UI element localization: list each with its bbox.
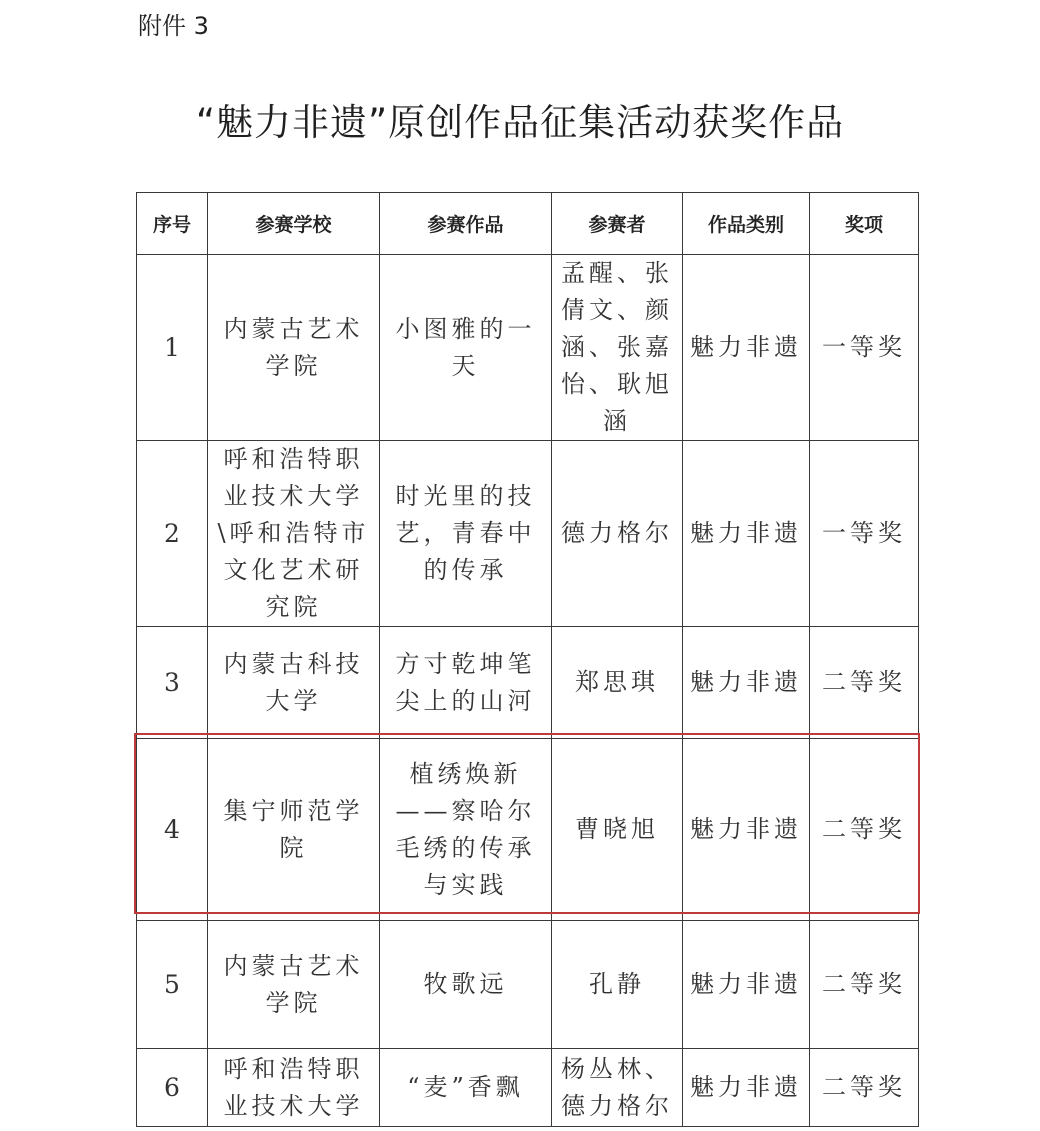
work-cell: 时光里的技艺，青春中的传承: [380, 441, 552, 627]
award-cell: 一等奖: [810, 441, 919, 627]
row-number: 4: [137, 739, 208, 921]
award-cell: 一等奖: [810, 255, 919, 441]
category-cell: 魅力非遗: [683, 921, 810, 1049]
page-title: “魅力非遗”原创作品征集活动获奖作品: [195, 101, 845, 144]
table-row: [137, 441, 919, 627]
work-cell: 方寸乾坤笔尖上的山河: [380, 627, 552, 739]
school-cell: 集宁师范学院: [208, 739, 380, 921]
work-cell: 牧歌远: [380, 921, 552, 1049]
category-cell: 魅力非遗: [683, 1049, 810, 1127]
table-row: [137, 255, 919, 441]
header-work: 参赛作品: [380, 193, 552, 255]
author-cell: 德力格尔: [552, 441, 683, 627]
header-award: 奖项: [810, 193, 919, 255]
school-cell: 内蒙古科技大学: [208, 627, 380, 739]
row-number: 5: [137, 921, 208, 1049]
header-author: 参赛者: [552, 193, 683, 255]
table-row: [137, 1049, 919, 1127]
table-row: [137, 627, 919, 739]
table-header-row: [137, 193, 919, 255]
header-no: 序号: [137, 193, 208, 255]
attachment-label: 附件 3: [138, 12, 209, 40]
work-cell: 小图雅的一天: [380, 255, 552, 441]
row-number: 1: [137, 255, 208, 441]
author-cell: 杨丛林、德力格尔: [552, 1049, 683, 1127]
school-cell: 内蒙古艺术学院: [208, 255, 380, 441]
header-category: 作品类别: [683, 193, 810, 255]
author-cell: 孟醒、张倩文、颜涵、张嘉怡、耿旭涵: [552, 255, 683, 441]
award-cell: 二等奖: [810, 921, 919, 1049]
author-cell: 郑思琪: [552, 627, 683, 739]
category-cell: 魅力非遗: [683, 627, 810, 739]
school-cell: 内蒙古艺术学院: [208, 921, 380, 1049]
row-number: 3: [137, 627, 208, 739]
school-cell: 呼和浩特职业技术大学: [208, 1049, 380, 1127]
work-cell: “麦”香飘: [380, 1049, 552, 1127]
award-cell: 二等奖: [810, 1049, 919, 1127]
row-number: 6: [137, 1049, 208, 1127]
category-cell: 魅力非遗: [683, 441, 810, 627]
table-row: [137, 921, 919, 1049]
work-cell: 植绣焕新——察哈尔毛绣的传承与实践: [380, 739, 552, 921]
category-cell: 魅力非遗: [683, 739, 810, 921]
award-cell: 二等奖: [810, 739, 919, 921]
row-number: 2: [137, 441, 208, 627]
awards-table: [136, 192, 919, 1127]
category-cell: 魅力非遗: [683, 255, 810, 441]
school-cell: 呼和浩特职业技术大学\呼和浩特市文化艺术研究院: [208, 441, 380, 627]
table-row-highlighted: [137, 739, 919, 921]
author-cell: 孔静: [552, 921, 683, 1049]
award-cell: 二等奖: [810, 627, 919, 739]
author-cell: 曹晓旭: [552, 739, 683, 921]
header-school: 参赛学校: [208, 193, 380, 255]
